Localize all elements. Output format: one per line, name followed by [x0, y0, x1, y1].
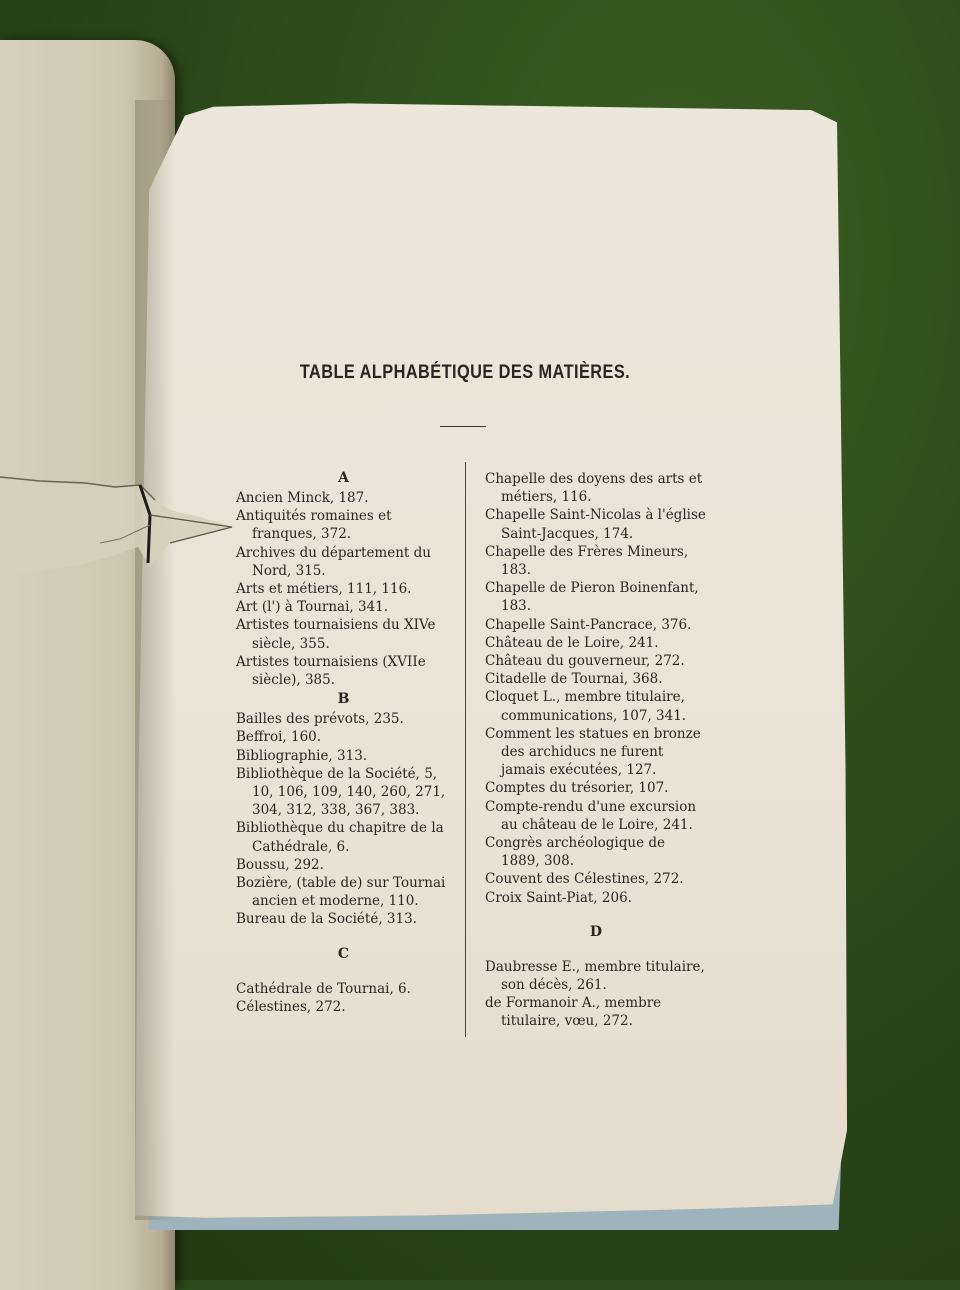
index-entry: Compte-rendu d'une excursion au château de le Loire, 241.: [485, 798, 697, 833]
index-entry: Chapelle des Frères Mineurs, 183.: [485, 543, 689, 579]
index-entry: Chapelle des doyens des arts et métiers, 116.: [485, 471, 703, 506]
index-entry: Archives du département du Nord, 315.: [236, 544, 431, 579]
page-tear: [0, 455, 260, 585]
section-letter: A: [338, 470, 349, 486]
page-title: TABLE ALPHABÉTIQUE DES MATIÈRES.: [299, 362, 631, 383]
index-entry: Daubresse E., membre titulaire, son décès, 261.: [485, 958, 705, 994]
index-entry: Bailles des prévots, 235.: [236, 711, 404, 728]
index-entry: Arts et métiers, 111, 116.: [236, 581, 412, 598]
index-entry: Bibliographie, 313.: [236, 747, 368, 764]
index-entry: Antiquités romaines et franques, 372.: [236, 508, 392, 543]
index-entry: Couvent des Célestines, 272.: [485, 871, 684, 888]
index-entry: Comptes du trésorier, 107.: [485, 780, 669, 797]
index-entry: Château de le Loire, 241.: [485, 634, 659, 651]
index-entry: Citadelle de Tournai, 368.: [485, 671, 663, 688]
index-entry: Chapelle Saint-Pancrace, 376.: [485, 616, 692, 633]
index-entry: Bibliothèque du chapitre de la Cathédrale, 6.: [236, 820, 444, 855]
index-entry: Bureau de la Société, 313.: [236, 911, 417, 928]
index-entry: Chapelle Saint-Nicolas à l'église Saint-Jacques, 174.: [485, 507, 706, 542]
section-gap: [485, 943, 707, 958]
index-entry: Chapelle de Pieron Boinenfant, 183.: [485, 580, 699, 615]
index-entry: de Formanoir A., membre titulaire, vœu, 272.: [485, 995, 662, 1030]
section-gap: [485, 907, 707, 922]
index-entry: Artistes tournaisiens du XIVe siècle, 355.: [236, 617, 436, 652]
page-gutter-shadow: [135, 100, 175, 1220]
section-letter: D: [589, 923, 603, 940]
index-entry: Artistes tournaisiens (XVIIe siècle), 385.: [236, 653, 426, 689]
column-divider: [465, 462, 466, 1037]
section-letter: B: [337, 691, 350, 708]
section-letter: C: [337, 945, 350, 962]
index-entry: Congrès archéologique de 1889, 308.: [485, 835, 665, 870]
title-rule: [440, 426, 486, 427]
index-entry: Cloquet L., membre titulaire, communications, 107, 341.: [485, 689, 687, 724]
section-gap: [236, 965, 451, 980]
index-entry: Comment les statues en bronze des archiducs ne furent jamais exécutées, 127.: [485, 725, 701, 779]
index-entry: Beffroi, 160.: [236, 729, 322, 746]
index-entry: Boussu, 292.: [236, 856, 324, 873]
index-entry: Croix Saint-Piat, 206.: [485, 889, 632, 906]
index-entry: Célestines, 272.: [236, 998, 346, 1015]
index-entry: Ancien Minck, 187.: [236, 490, 369, 506]
index-entry: Art (l') à Tournai, 341.: [236, 599, 389, 616]
index-column-right: [485, 470, 707, 1031]
section-gap: [236, 929, 451, 944]
index-entry: Cathédrale de Tournai, 6.: [236, 980, 411, 997]
index-entry: Bibliothèque de la Société, 5, 10, 106, 109, 140, 260, 271, 304, 312, 338, 367, 383.: [236, 765, 446, 819]
index-column-left: [236, 468, 451, 1016]
index-entry: Château du gouverneur, 272.: [485, 653, 685, 670]
index-entry: Bozière, (table de) sur Tournai ancien et moderne, 110.: [236, 875, 446, 910]
